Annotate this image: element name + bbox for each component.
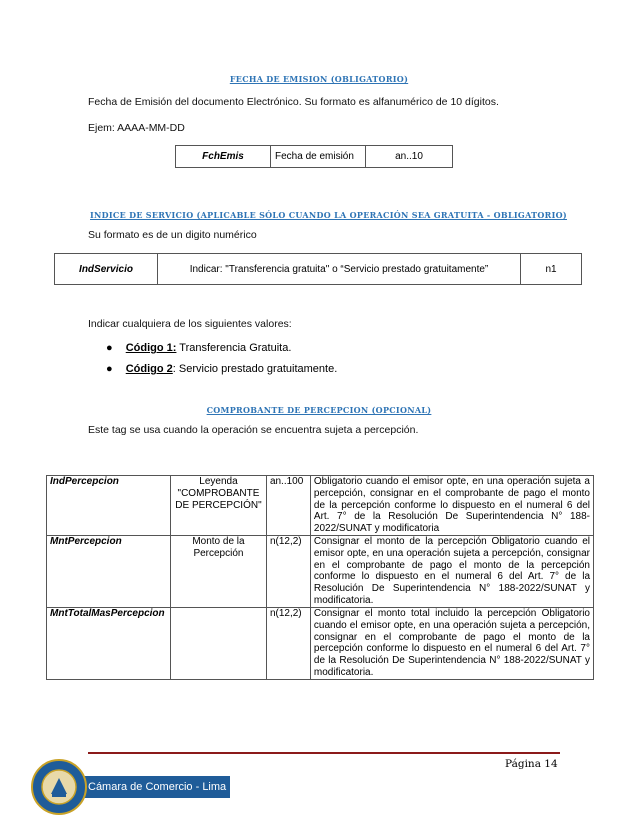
page-number: Página 14: [505, 758, 558, 770]
logo-banner: Cámara de Comercio - Lima: [80, 776, 230, 798]
tag-format: an..100: [266, 476, 310, 536]
tag-name: IndPercepcion: [47, 476, 171, 536]
fecha-legend: Fecha de emisión: [271, 146, 366, 168]
servicio-description: Su formato es de un digito numérico: [88, 229, 257, 241]
tag-description: Consignar el monto total incluido la percepción Obligatorio cuando el emisor opte, en una operación sujeta a percepción, consignar en el comprobante de pago el monto de la percepción conforme lo dispuesto en el numeral 6 del Art. 7° de la Resolución De Superintendencia N° 188-2022/SUNAT y modificatoria.: [310, 608, 593, 680]
tag-name: MntPercepcion: [47, 536, 171, 608]
section-title-servicio: INDICE DE SERVICIO (APLICABLE SÓLO CUANDO LA OPERACIÓN SEA GRATUITA - OBLIGATORIO): [90, 210, 568, 220]
bullet-icon: ●: [106, 342, 113, 354]
tag-format: n(12,2): [266, 608, 310, 680]
footer-divider: [88, 752, 560, 754]
list-item: [106, 342, 291, 354]
tag-description: Obligatorio cuando el emisor opte, en una operación sujeta a percepción, consignar en el comprobante de pago el monto de la percepción conforme lo dispuesto en el numeral 6 del Art. 7° de la Resolución De Superintendencia N° 188-2022/SUNAT y modificatoria: [310, 476, 593, 536]
servicio-table: [54, 253, 582, 285]
section-title-fecha: FECHA DE EMISION (OBLIGATORIO): [229, 74, 409, 84]
list-item: [106, 363, 337, 375]
tag-legend: [170, 608, 266, 680]
fecha-format: an..10: [366, 146, 453, 168]
code-text: Transferencia Gratuita.: [176, 342, 292, 354]
table-row: [47, 536, 594, 608]
code-label: Código 2: [125, 363, 173, 375]
servicio-format: n1: [521, 254, 582, 285]
table-row: [47, 608, 594, 680]
section-title-percepcion: COMPROBANTE DE PERCEPCION (OPCIONAL): [206, 405, 432, 415]
percepcion-table: [46, 475, 594, 680]
code-label: Código 1:: [125, 342, 177, 354]
code-text: : Servicio prestado gratuitamente.: [172, 363, 338, 375]
fecha-description: Fecha de Emisión del documento Electrónico. Su formato es alfanumérico de 10 dígitos.: [88, 96, 499, 108]
tag-fchemis: FchEmis: [176, 146, 271, 168]
tag-description: Consignar el monto de la percepción Obligatorio cuando el emisor opte, en una operación sujeta a percepción, consignar en el comprobante de pago el monto de la percepción conforme lo dispuesto en el numeral 6 del Art. 7° de la Resolución De Superintendencia N° 188-2022/SUNAT y modificatoria.: [310, 536, 593, 608]
table-row: [47, 476, 594, 536]
fecha-example: Ejem: AAAA-MM-DD: [88, 122, 185, 134]
bullet-icon: ●: [106, 363, 113, 375]
fecha-table: [175, 145, 453, 168]
tag-format: n(12,2): [266, 536, 310, 608]
tag-name: MntTotalMasPercepcion: [47, 608, 171, 680]
servicio-legend: Indicar: "Transferencia gratuita" o “Servicio prestado gratuitamente”: [158, 254, 521, 285]
servicio-values-intro: Indicar cualquiera de los siguientes valores:: [88, 318, 292, 330]
tag-legend: Leyenda "COMPROBANTE DE PERCEPCIÓN": [170, 476, 266, 536]
tag-legend: Monto de la Percepción: [170, 536, 266, 608]
tag-indservicio: IndServicio: [55, 254, 158, 285]
percepcion-description: Este tag se usa cuando la operación se encuentra sujeta a percepción.: [88, 424, 419, 436]
chamber-seal-logo: [30, 758, 88, 816]
